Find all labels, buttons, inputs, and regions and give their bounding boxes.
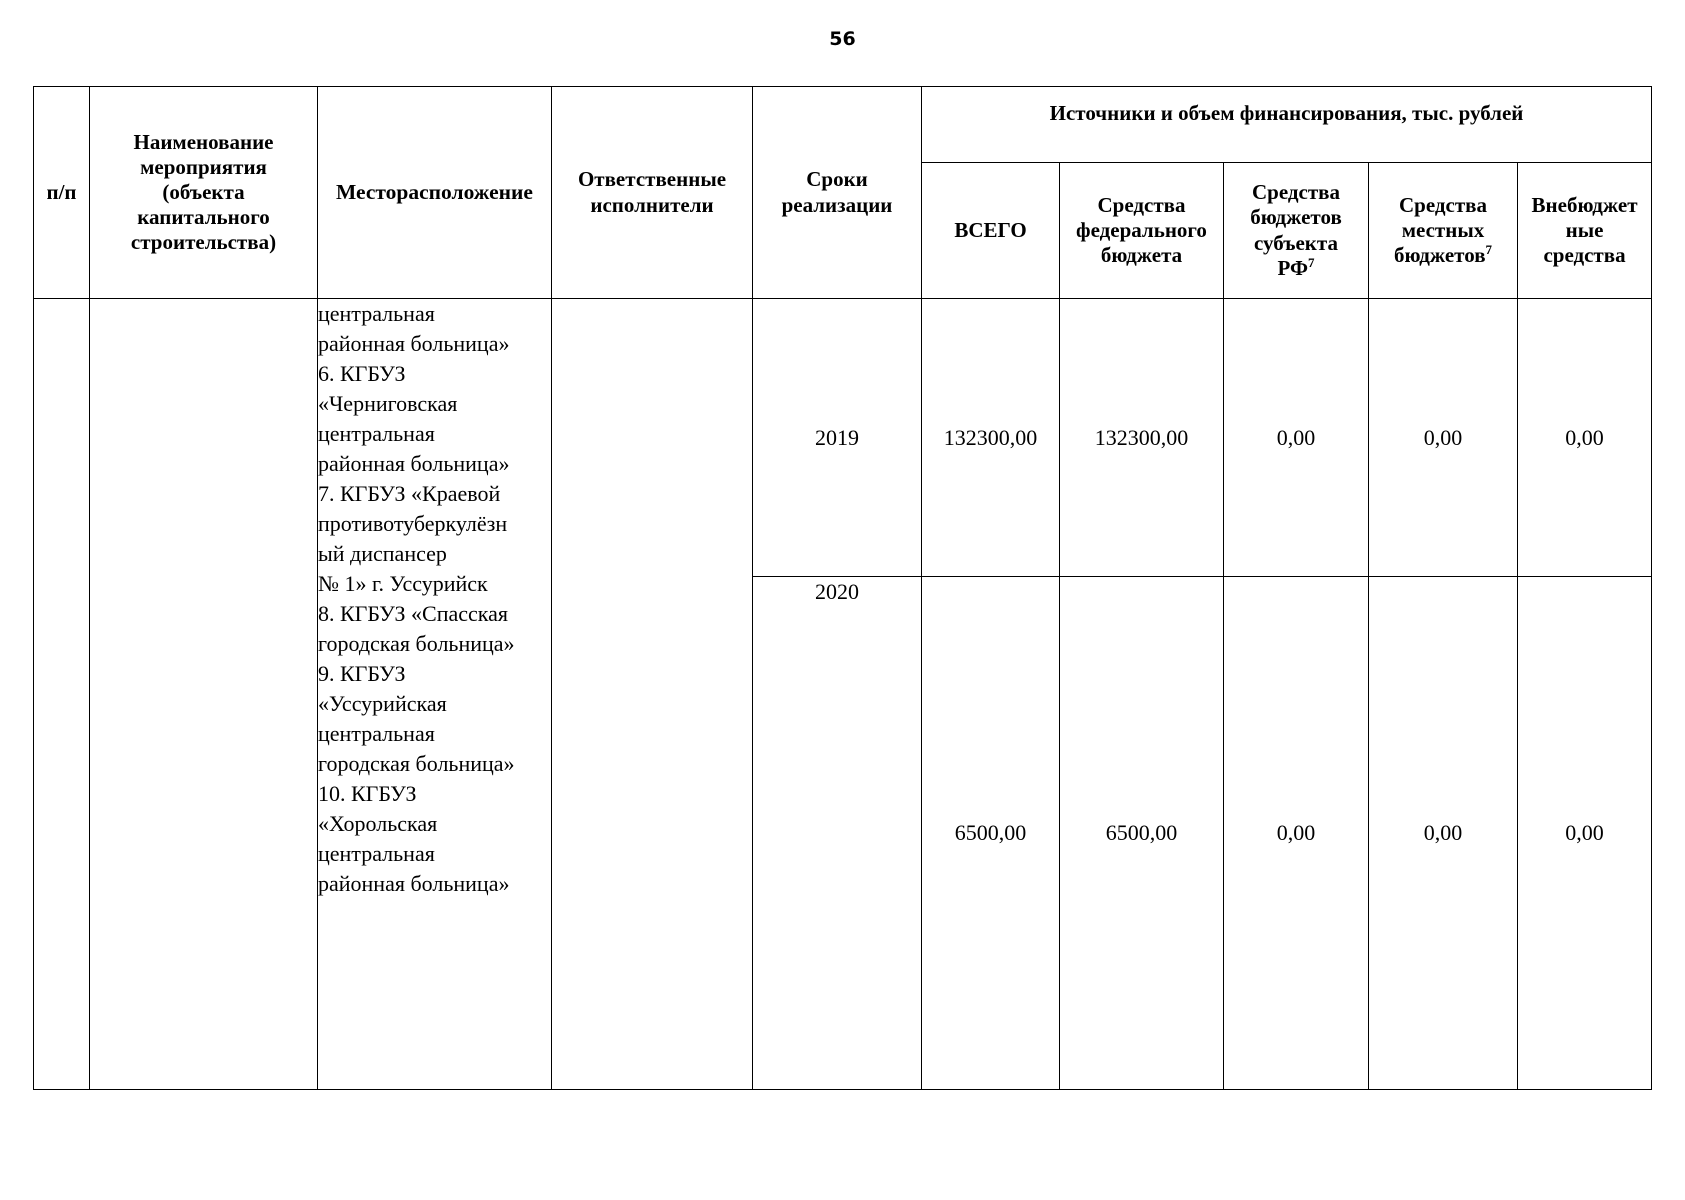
cell-local-2019: 0,00 <box>1369 299 1518 577</box>
header-terms-text: Сроки реализации <box>781 167 893 217</box>
header-local-wrap <box>1369 193 1517 269</box>
header-subject-sup: 7 <box>1308 254 1315 270</box>
cell-subject-2019: 0,00 <box>1224 299 1369 577</box>
header-federal-text: Средства федерального бюджета <box>1076 192 1207 268</box>
location-line: районная больница» <box>318 331 510 356</box>
header-extrabudget <box>1518 163 1652 299</box>
location-line: ый диспансер <box>318 541 447 566</box>
cell-subject-2020: 0,00 <box>1224 577 1369 1090</box>
header-terms <box>753 87 922 299</box>
page-number: 56 <box>829 28 856 50</box>
header-responsible <box>552 87 753 299</box>
header-location: Месторасположение <box>318 87 552 299</box>
location-line: 10. КГБУЗ <box>318 781 417 806</box>
location-line: районная больница» <box>318 451 510 476</box>
header-subject-wrap <box>1224 180 1368 281</box>
location-line: «Хорольская <box>318 811 438 836</box>
location-line: противотуберкулёзн <box>318 511 508 536</box>
cell-year-2020: 2020 <box>753 577 922 1090</box>
location-line: центральная <box>318 721 435 746</box>
location-line: «Уссурийская <box>318 691 447 716</box>
cell-federal-2020: 6500,00 <box>1060 577 1224 1090</box>
cell-extrabudget-2020: 0,00 <box>1518 577 1652 1090</box>
cell-federal-2019: 132300,00 <box>1060 299 1224 577</box>
location-line: 8. КГБУЗ «Спасская <box>318 601 509 626</box>
location-line: 9. КГБУЗ <box>318 661 406 686</box>
header-financing-group: Источники и объем финансирования, тыс. рублей <box>922 87 1652 163</box>
header-subject <box>1224 163 1369 299</box>
cell-location <box>318 299 552 1090</box>
header-name <box>90 87 318 299</box>
cell-pp <box>34 299 90 1090</box>
location-line: районная больница» <box>318 871 510 896</box>
header-row-1 <box>34 87 1652 163</box>
location-line: № 1» г. Уссурийск <box>318 571 488 596</box>
cell-name <box>90 299 318 1090</box>
cell-total-2020: 6500,00 <box>922 577 1060 1090</box>
header-local-text: Средства местных бюджетов <box>1393 192 1487 268</box>
location-line: 6. КГБУЗ <box>318 361 406 386</box>
location-list <box>318 299 551 899</box>
location-line: центральная <box>318 301 435 326</box>
header-responsible-text: Ответственные исполнители <box>577 167 727 217</box>
cell-extrabudget-2019: 0,00 <box>1518 299 1652 577</box>
header-federal <box>1060 163 1224 299</box>
header-local-sup: 7 <box>1485 242 1493 258</box>
header-extrabudget-text: Внебюджет ные средства <box>1531 192 1638 268</box>
header-pp: п/п <box>34 87 90 299</box>
header-total: ВСЕГО <box>922 163 1060 299</box>
header-subject-text: Средства бюджетов субъекта РФ <box>1250 180 1342 280</box>
location-line: «Черниговская <box>318 391 458 416</box>
cell-local-2020: 0,00 <box>1369 577 1518 1090</box>
location-line: центральная <box>318 421 435 446</box>
financing-table <box>33 86 1652 1090</box>
location-line: городская больница» <box>318 631 515 656</box>
table-row-2019 <box>34 299 1652 577</box>
cell-total-2019: 132300,00 <box>922 299 1060 577</box>
cell-responsible <box>552 299 753 1090</box>
header-local <box>1369 163 1518 299</box>
location-line: центральная <box>318 841 435 866</box>
cell-year-2019: 2019 <box>753 299 922 577</box>
location-line: городская больница» <box>318 751 515 776</box>
header-name-text: Наименование мероприятия (объекта капитального строительства) <box>130 129 277 255</box>
location-line: 7. КГБУЗ «Краевой <box>318 481 501 506</box>
